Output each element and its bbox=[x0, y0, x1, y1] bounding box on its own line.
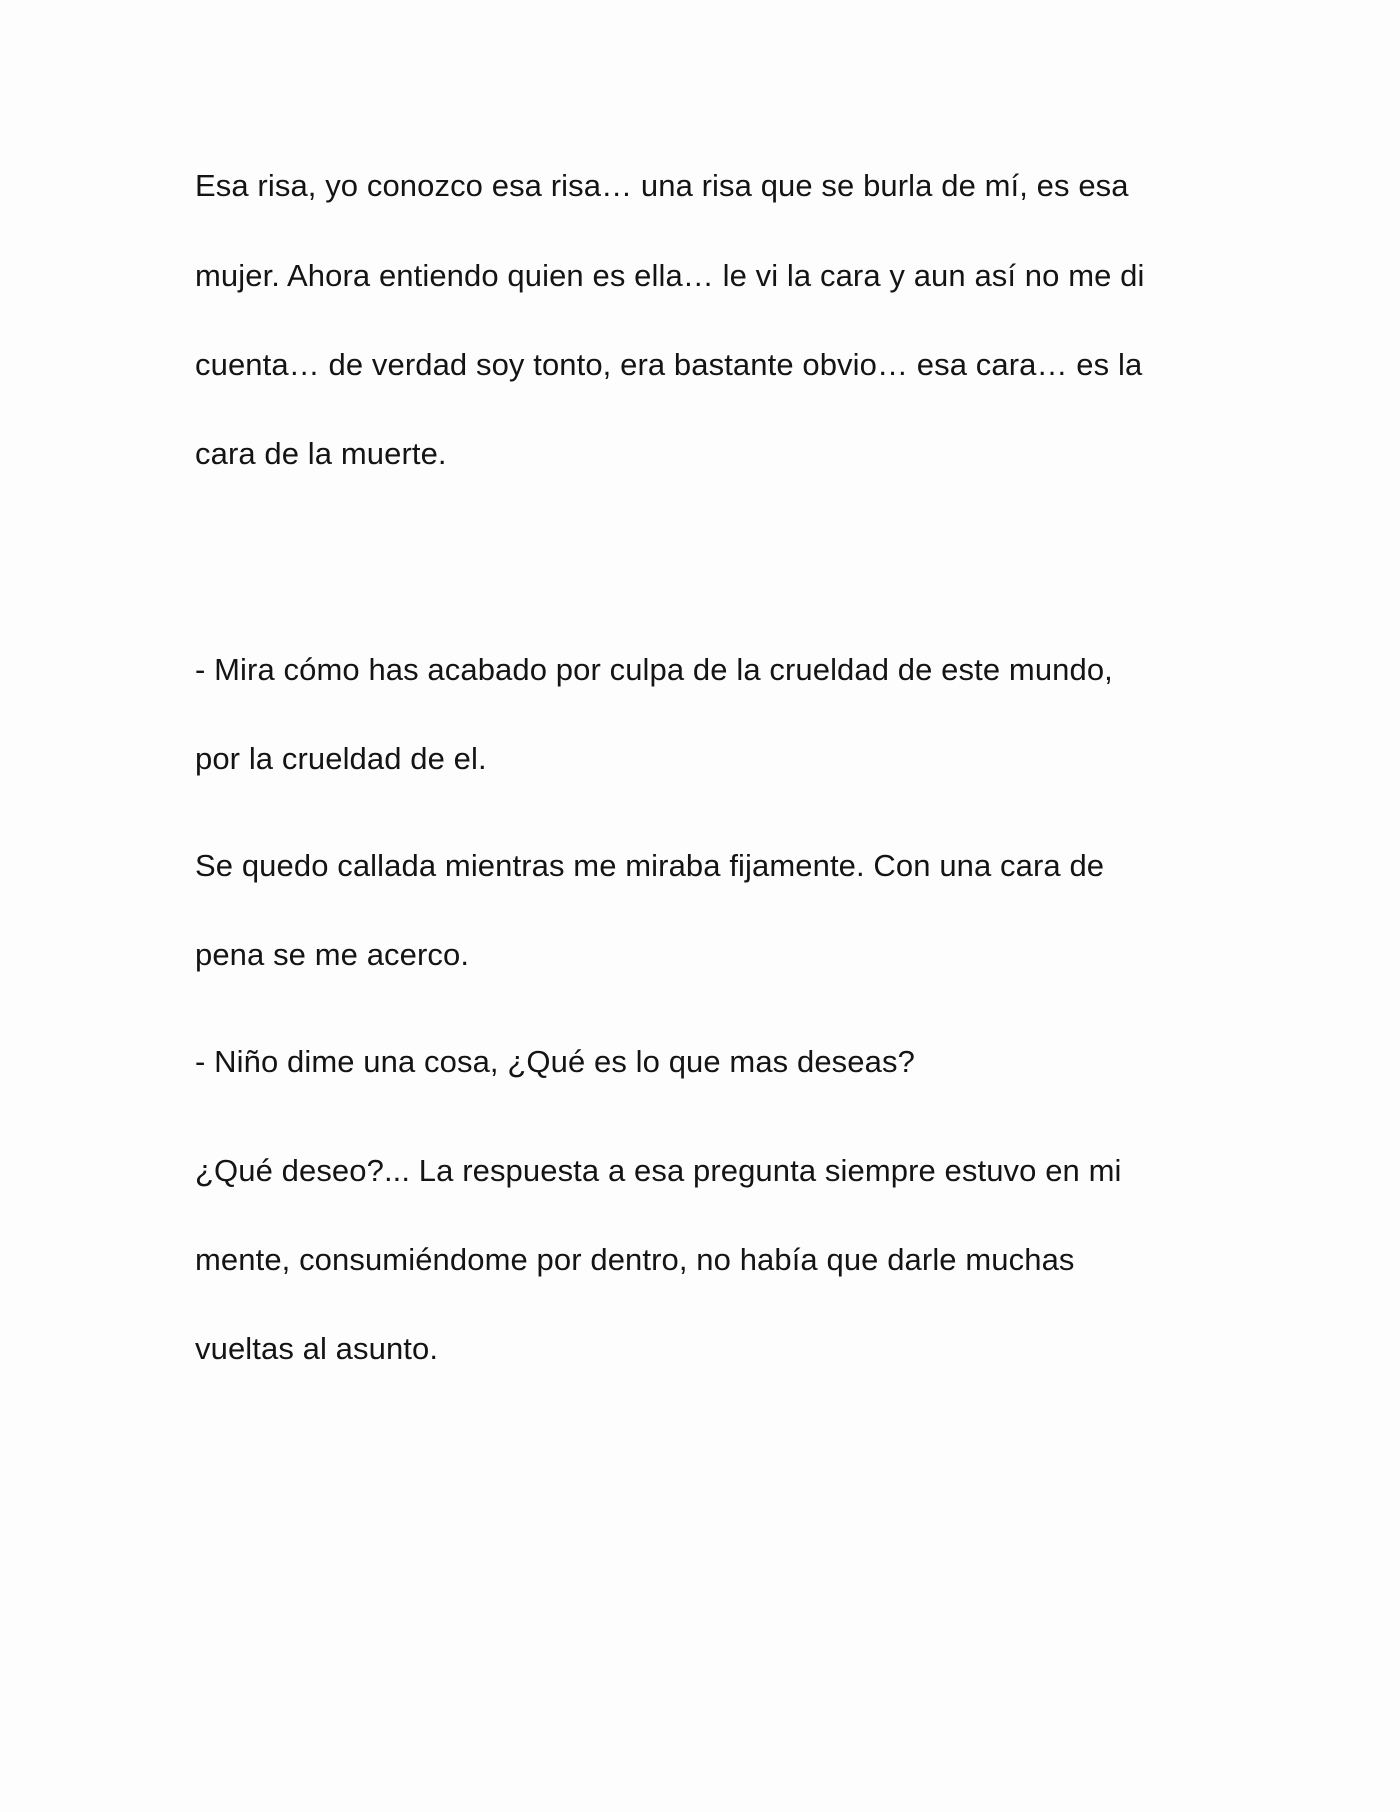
text-line: - Mira cómo has acabado por culpa de la crueldad de este mundo, bbox=[195, 652, 1113, 687]
text-line: vueltas al asunto. bbox=[195, 1331, 439, 1366]
text-line: cara de la muerte. bbox=[195, 436, 447, 471]
text-line: - Niño dime una cosa, ¿Qué es lo que mas deseas? bbox=[195, 1044, 915, 1079]
text-line: pena se me acerco. bbox=[195, 937, 470, 972]
text-line: cuenta… de verdad soy tonto, era bastante obvio… esa cara… es la bbox=[195, 347, 1143, 382]
text-line: por la crueldad de el. bbox=[195, 741, 487, 776]
text-line: mente, consumiéndome por dentro, no había que darle muchas bbox=[195, 1242, 1075, 1277]
text-line: Se quedo callada mientras me miraba fijamente. Con una cara de bbox=[195, 848, 1105, 883]
text-line: ¿Qué deseo?... La respuesta a esa pregunta siempre estuvo en mi bbox=[195, 1153, 1122, 1188]
text-line: Esa risa, yo conozco esa risa… una risa que se burla de mí, es esa bbox=[195, 168, 1129, 203]
text-line: mujer. Ahora entiendo quien es ella… le vi la cara y aun así no me di bbox=[195, 258, 1145, 293]
